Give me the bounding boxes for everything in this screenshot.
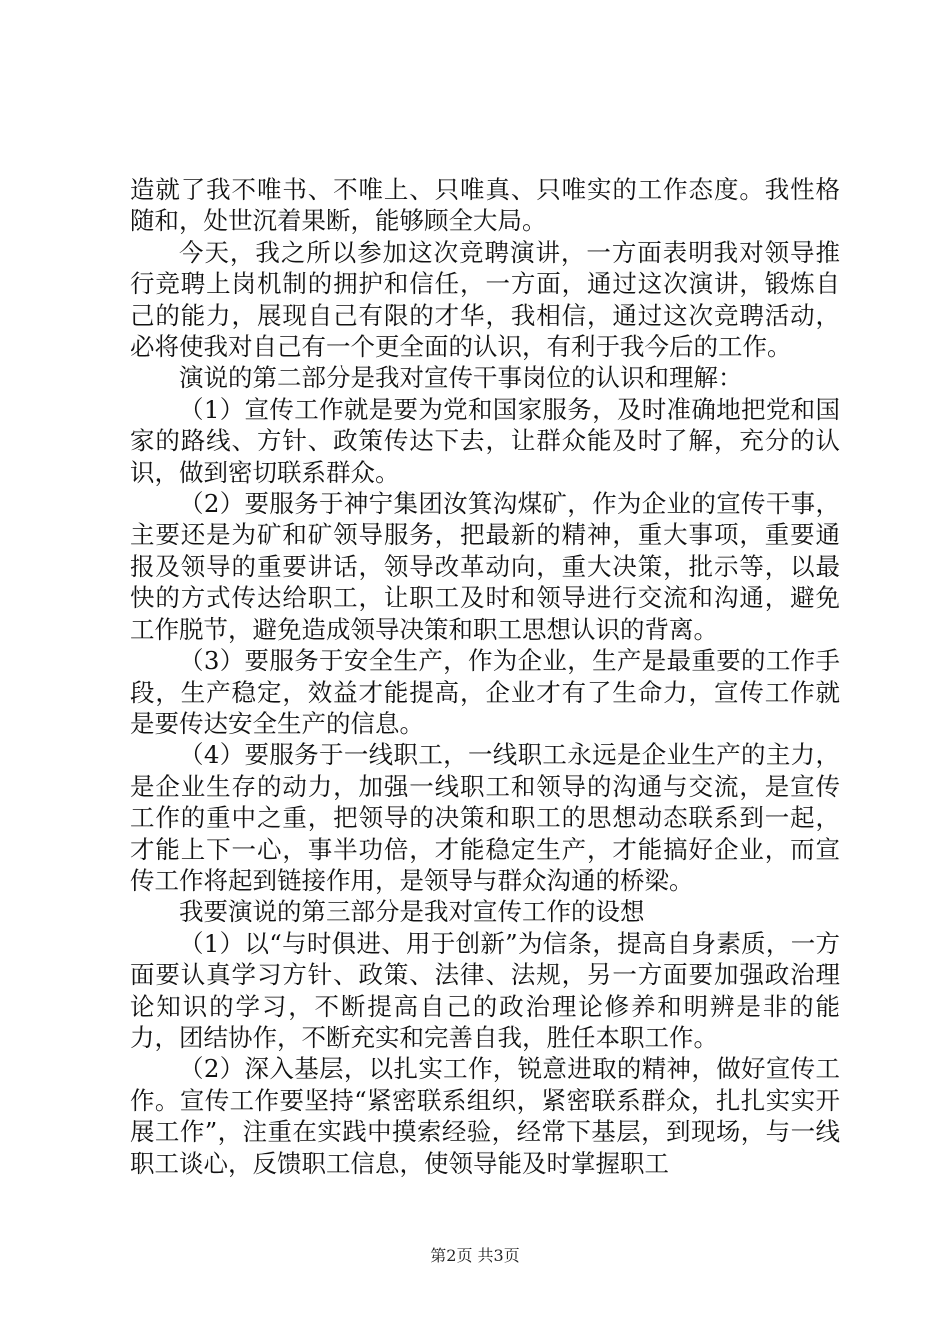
paragraph-8: 我要演说的第三部分是我对宣传工作的设想 [179,897,645,927]
body-text [130,174,840,1179]
paragraph-2: 今天，我之所以参加这次竞聘演讲，一方面表明我对领导推行竞聘上岗机制的拥护和信任，一方面，通过这次演讲，锻炼自己的能力，展现自己有限的才华，我相信，通过这次竞聘活动，必将使我对自己有一个更全面的认识，有利于我今后的工作。 [130,237,840,362]
paragraph-5: （2）要服务于神宁集团汝箕沟煤矿，作为企业的宣传干事，主要还是为矿和矿领导服务，把最新的精神，重大事项，重要通报及领导的重要讲话，领导改革动向，重大决策，批示等，以最快的方式传达给职工，让职工及时和领导进行交流和沟通，避免工作脱节，避免造成领导决策和职工思想认识的背离。 [130,489,840,644]
paragraph-3: 演说的第二部分是我对宣传干事岗位的认识和理解： [179,363,743,393]
paragraph-10: （2）深入基层，以扎实工作，锐意进取的精神，做好宣传工作。宣传工作要坚持“紧密联系组织，紧密联系群众，扎扎实实开展工作”，注重在实践中摸索经验，经常下基层，到现场，与一线职工谈心，反馈职工信息，使领导能及时掌握职工 [130,1054,840,1178]
paragraph-4: （1）宣传工作就是要为党和国家服务，及时准确地把党和国家的路线、方针、政策传达下去，让群众能及时了解，充分的认识，做到密切联系群众。 [130,394,840,487]
paragraph-6: （3）要服务于安全生产，作为企业，生产是最重要的工作手段，生产稳定，效益才能提高，企业才有了生命力，宣传工作就是要传达安全生产的信息。 [130,646,840,738]
paragraph-9: （1）以“与时俱进、用于创新”为信条，提高自身素质，一方面要认真学习方针、政策、法律、法规，另一方面要加强政治理论知识的学习，不断提高自己的政治理论修养和明辨是非的能力，团结协作，不断充实和完善自我，胜任本职工作。 [130,928,840,1052]
page-footer: 第2页 共3页 [430,1246,520,1265]
paragraph-1: 造就了我不唯书、不唯上、只唯真、只唯实的工作态度。我性格随和，处世沉着果断，能够顾全大局。 [130,175,840,236]
paragraph-7: （4）要服务于一线职工，一线职工永远是企业生产的主力，是企业生存的动力，加强一线职工和领导的沟通与交流，是宣传工作的重中之重，把领导的决策和职工的思想动态联系到一起，才能上下一心，事半功倍，才能稳定生产，才能搞好企业，而宣传工作将起到链接作用，是领导与群众沟通的桥梁。 [130,740,840,895]
